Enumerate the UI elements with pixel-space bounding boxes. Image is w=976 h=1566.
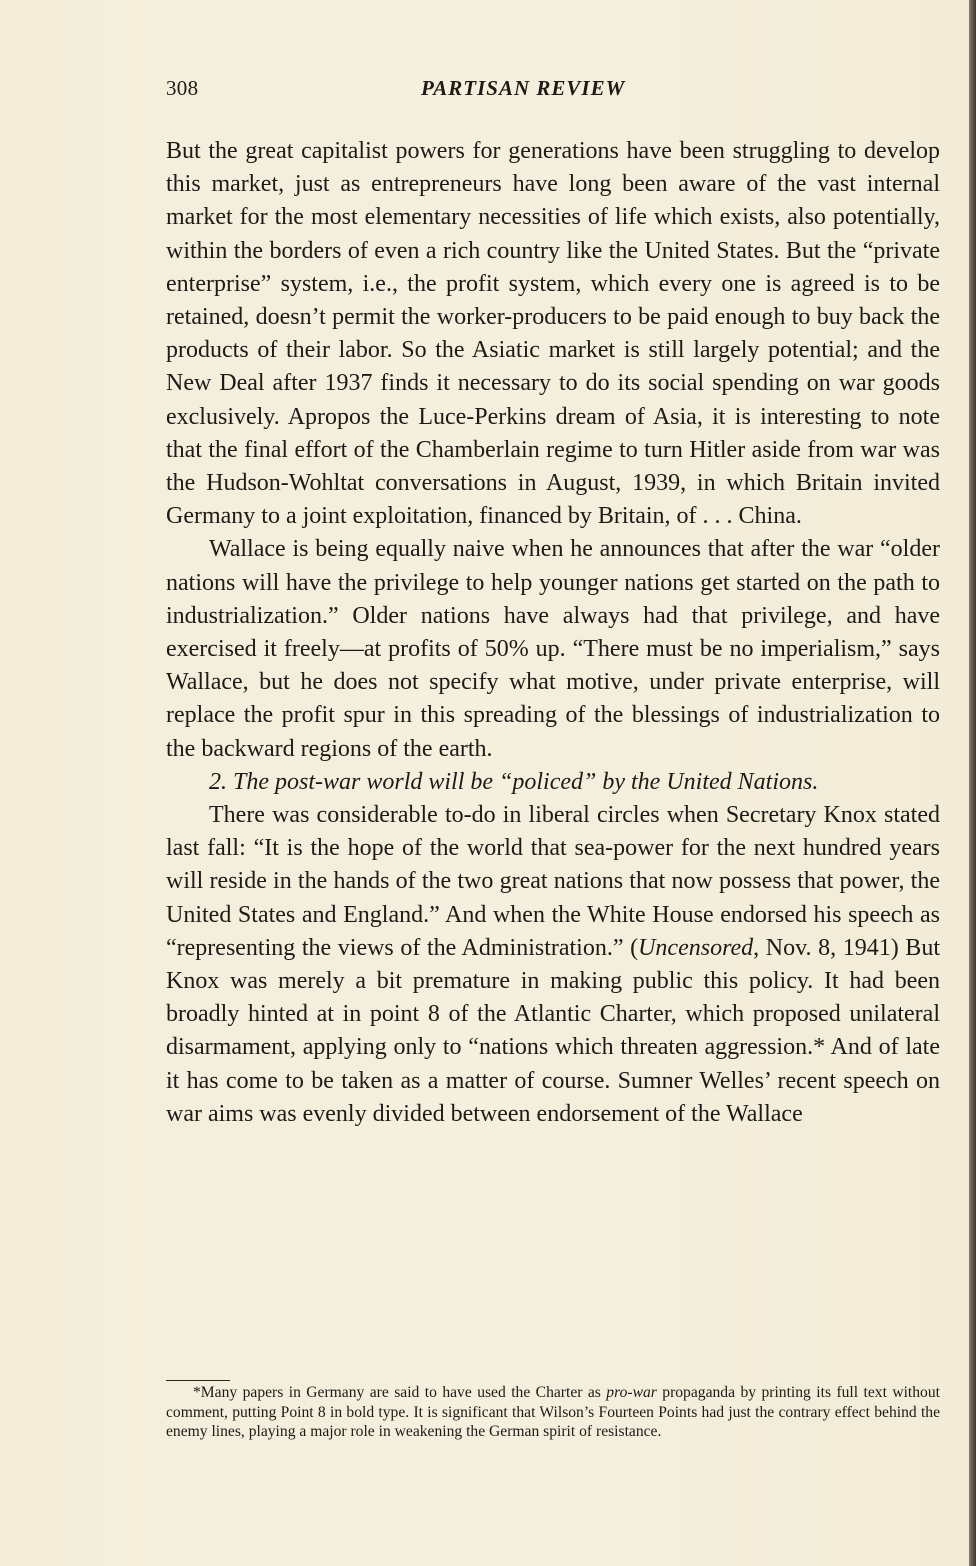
footnote (166, 1383, 940, 1442)
footnote-italic: pro-war (606, 1384, 657, 1401)
footnote-rule (166, 1380, 230, 1381)
page-number: 308 (166, 76, 199, 100)
page-edge (969, 0, 976, 1566)
paragraph-3-source: Uncensored (638, 934, 754, 961)
paragraph-3-part-b: , Nov. 8, 1941) But Knox was merely a bit premature in making public this policy. It had been broadly hinted at in point 8 of the Atlantic Charter, which proposed unilateral disarmament, applying only to “nations which threaten aggression.* And of late it has come to be taken as a matter of course. Sumner Welles’ recent speech on war aims was evenly divided between endorsement of the Wallace (166, 934, 940, 1127)
paragraph-3 (166, 799, 940, 1131)
point-2-heading-text: 2. The post-war world will be “policed” by the United Nations. (209, 768, 819, 795)
running-head: PARTISAN REVIEW (421, 76, 626, 100)
paragraph-1: But the great capitalist powers for generations have been struggling to develop this market, just as entrepreneurs have long been aware of the vast internal market for the most elementary necessities of life which exists, also potentially, within the borders of even a rich country like the United States. But the “private enterprise” system, i.e., the profit system, which every one is agreed is to be retained, doesn’t permit the worker-producers to be paid enough to buy back the products of their labor. So the Asiatic market is still largely potential; and the New Deal after 1937 finds it necessary to do its social spending on war goods exclusively. Apropos the Luce-Perkins dream of Asia, it is interesting to note that the final effort of the Chamberlain regime to turn Hitler aside from war was the Hudson-Wohltat conversations in August, 1939, in which Britain invited Germany to a joint exploitation, financed by Britain, of . . . China. (166, 138, 940, 530)
point-2-heading (166, 766, 940, 799)
body-text (166, 135, 940, 1131)
footnote-part-a: *Many papers in Germany are said to have used the Charter as (193, 1384, 607, 1401)
paragraph-2: Wallace is being equally naive when he announces that after the war “older nations will have the privilege to help younger nations get started on the path to industrialization.” Older nations have always had that privilege, and have exercised it freely—at profits of 50% up. “There must be no imperialism,” says Wallace, but he does not specify what motive, under private enterprise, will replace the profit spur in this spreading of the blessings of industrialization to the backward regions of the earth. (166, 536, 940, 762)
footnote-part-b: propaganda by printing its full text without comment, putting Point 8 in bold type. It is significant that Wilson’s Fourteen Points had just the contrary effect behind the enemy lines, playing a major role in weakening the German spirit of resistance. (166, 1384, 940, 1441)
paragraph-3-part-a: There was considerable to-do in liberal circles when Secretary Knox stated last fall: “It is the hope of the world that sea-power for the next hundred years will reside in the hands of the two great nations that now possess that power, the United States and England.” And when the White House endorsed his speech as “representing the views of the Administration.” ( (166, 802, 940, 961)
page-header (166, 76, 940, 106)
